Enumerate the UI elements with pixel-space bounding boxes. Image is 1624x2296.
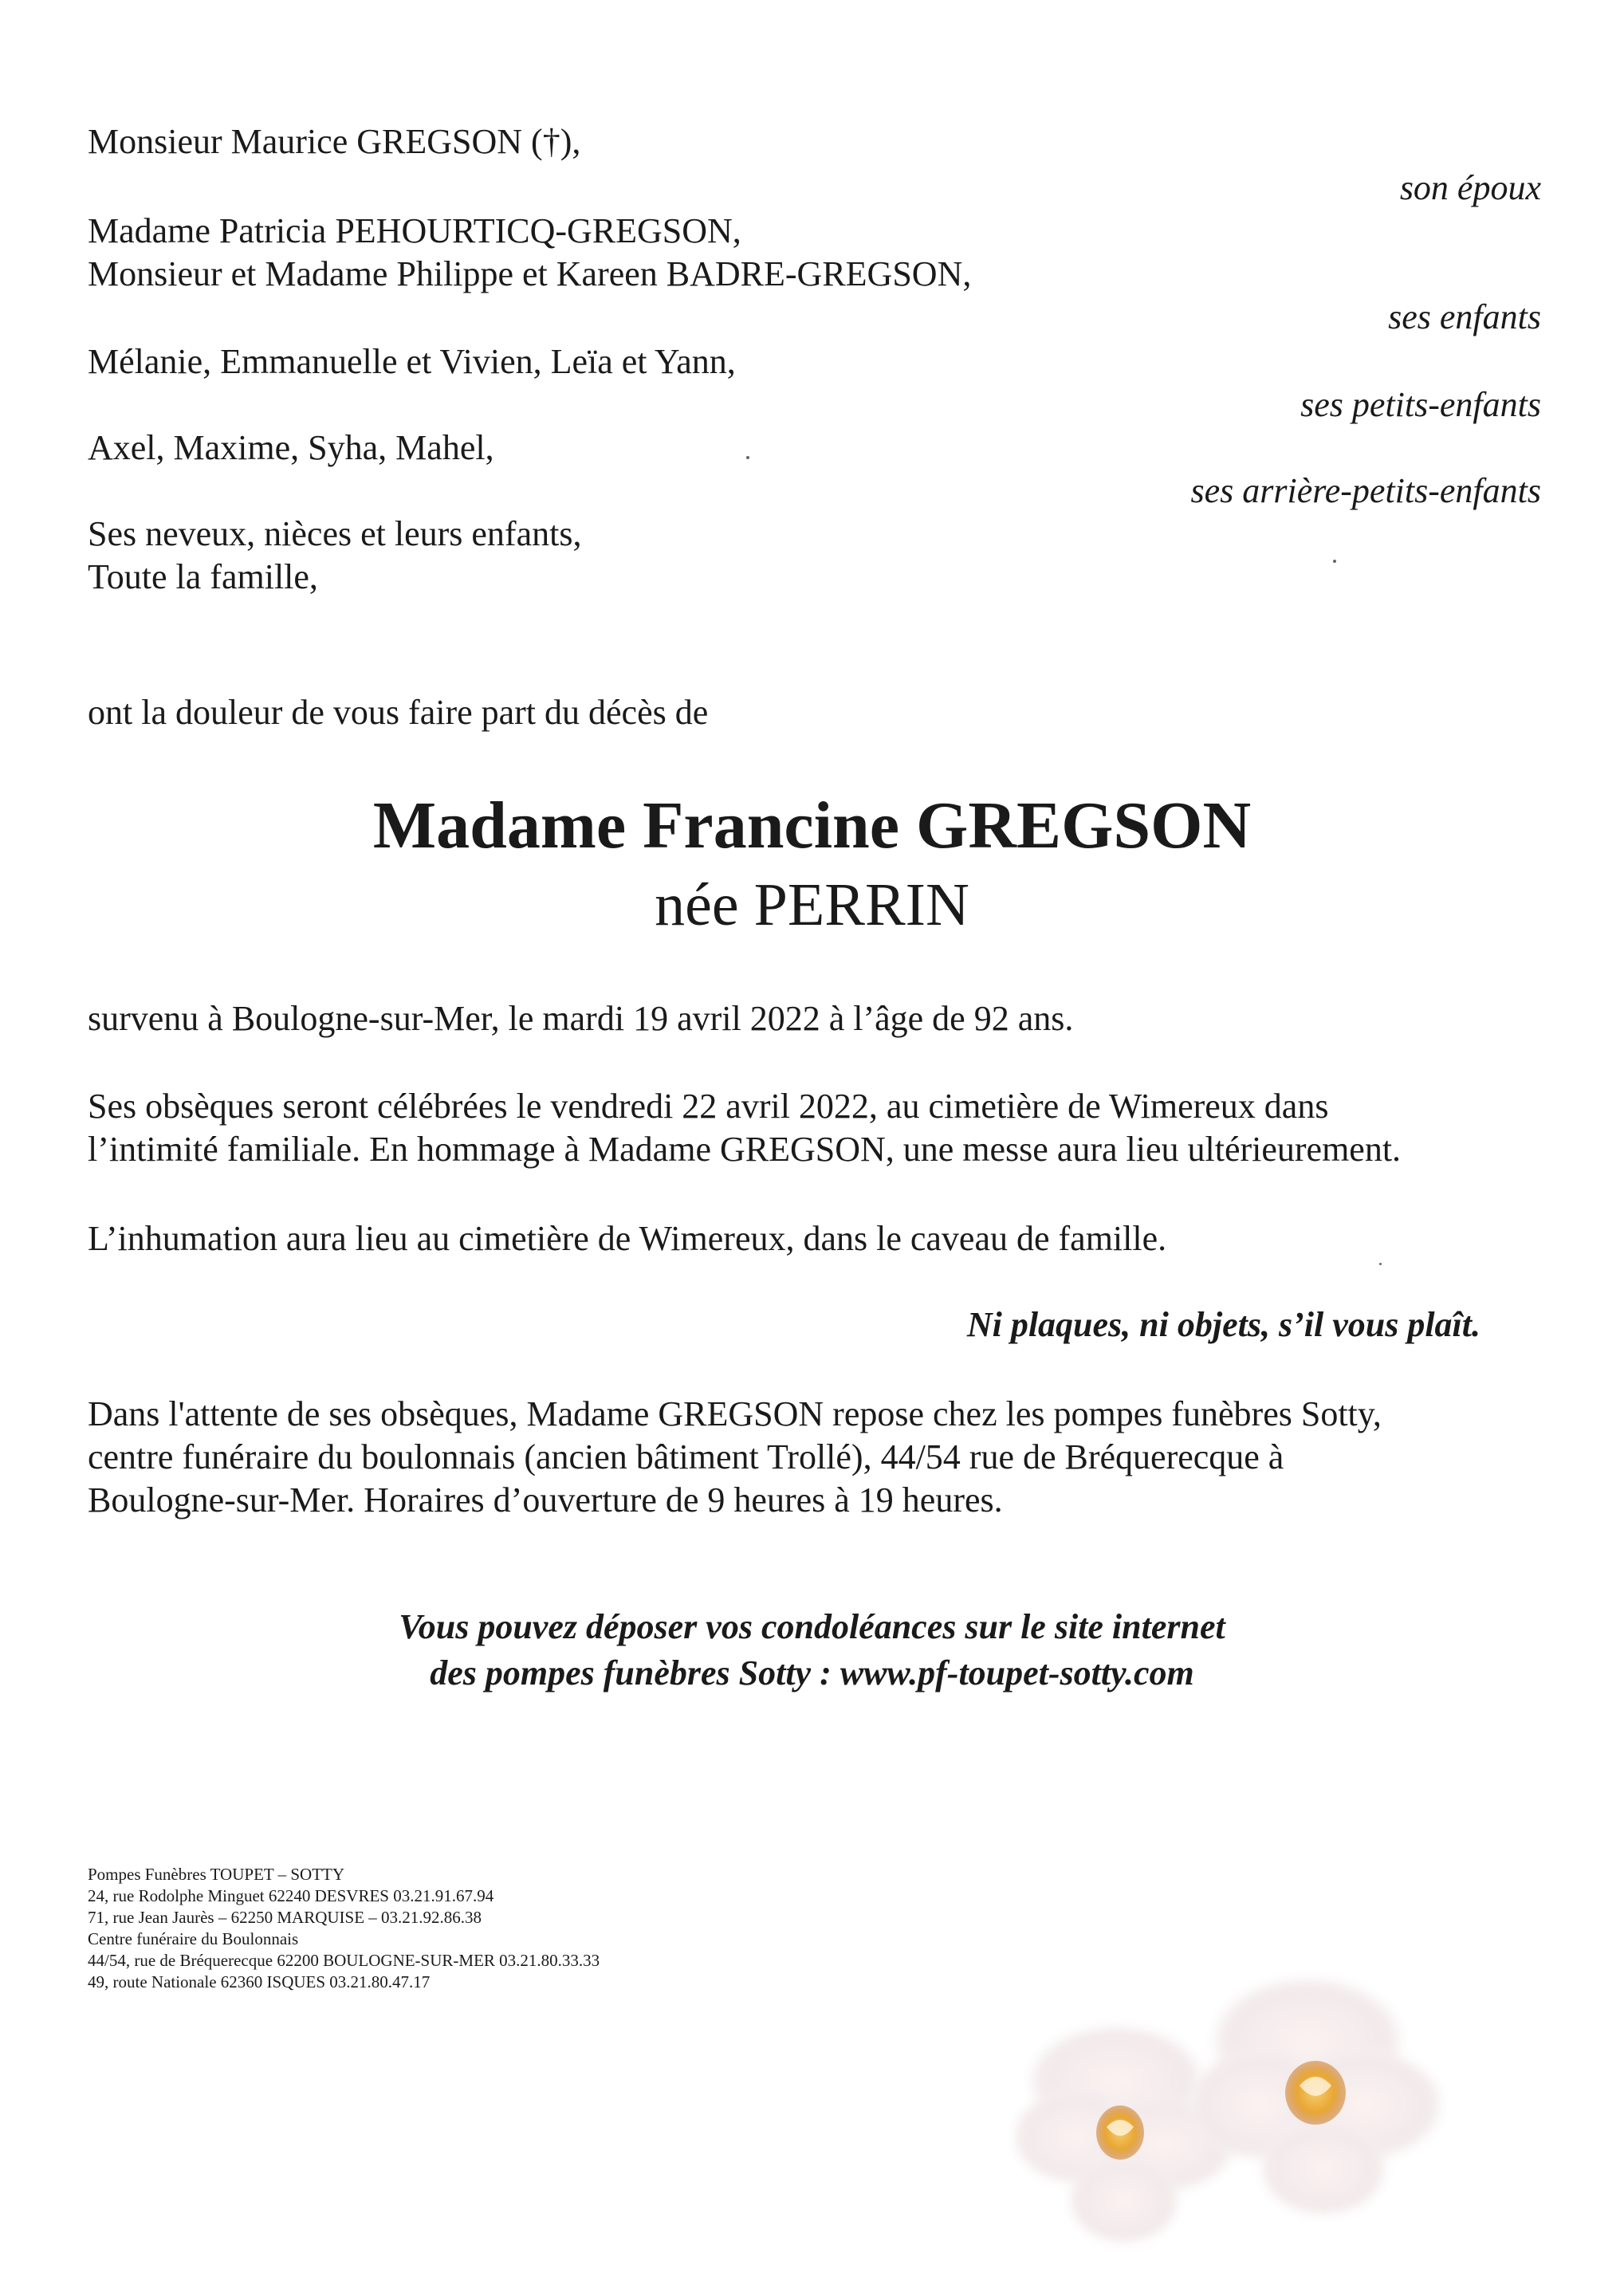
announcement-text: ont la douleur de vous faire part du décès de: [88, 693, 709, 732]
footer-line: 24, rue Rodolphe Minguet 62240 DESVRES 03.21.91.67.94: [88, 1886, 494, 1905]
speck: [1379, 1263, 1382, 1265]
footer-line: 49, route Nationale 62360 ISQUES 03.21.80.47.17: [88, 1972, 431, 1991]
family-spouse: Monsieur Maurice GREGSON (†),: [88, 122, 581, 161]
orchid-right-center: [1285, 2061, 1346, 2125]
family-great-grandchildren: Axel, Maxime, Syha, Mahel,: [88, 428, 494, 467]
deceased-name: Madame Francine GREGSON: [372, 788, 1252, 863]
footer-line: Centre funéraire du Boulonnais: [88, 1929, 299, 1948]
no-flowers-note: Ni plaques, ni objets, s’il vous plaît.: [966, 1305, 1480, 1344]
family-child-1: Madame Patricia PEHOURTICQ-GREGSON,: [88, 211, 741, 250]
death-details: survenu à Boulogne-sur-Mer, le mardi 19 avril 2022 à l’âge de 92 ans.: [88, 999, 1074, 1038]
footer-line: 71, rue Jean Jaurès – 62250 MARQUISE – 03.21.92.86.38: [88, 1908, 482, 1927]
relation-spouse: son époux: [1399, 168, 1541, 207]
family-child-2: Monsieur et Madame Philippe et Kareen BADRE-GREGSON,: [88, 254, 972, 293]
funeral-details-1: Ses obsèques seront célébrées le vendredi 22 avril 2022, au cimetière de Wimereux dans: [88, 1087, 1329, 1126]
deceased-maiden-name: née PERRIN: [655, 871, 969, 938]
funeral-details-2: l’intimité familiale. En hommage à Madame GREGSON, une messe aura lieu ultérieurement.: [88, 1130, 1402, 1169]
footer-line: 44/54, rue de Bréquerecque 62200 BOULOGNE-SUR-MER 03.21.80.33.33: [88, 1951, 600, 1970]
condolences-line-1: Vous pouvez déposer vos condoléances sur le site internet: [399, 1607, 1225, 1646]
family-nephews: Ses neveux, nièces et leurs enfants,: [88, 514, 582, 553]
relation-great-grandchildren: ses arrière-petits-enfants: [1190, 471, 1541, 510]
orchid-flowers-image: [957, 1913, 1610, 2280]
family-all: Toute la famille,: [88, 557, 318, 596]
footer-line: Pompes Funèbres TOUPET – SOTTY: [88, 1865, 345, 1884]
orchid-left-center: [1096, 2105, 1144, 2160]
burial-details: L’inhumation aura lieu au cimetière de Wimereux, dans le caveau de famille.: [88, 1219, 1167, 1258]
condolences-line-2: des pompes funèbres Sotty : www.pf-toupet-sotty.com: [430, 1653, 1194, 1693]
rest-details-2: centre funéraire du boulonnais (ancien bâtiment Trollé), 44/54 rue de Bréquerecque à: [88, 1437, 1284, 1476]
speck: [746, 456, 749, 459]
rest-details-3: Boulogne-sur-Mer. Horaires d’ouverture de 9 heures à 19 heures.: [88, 1480, 1003, 1520]
rest-details-1: Dans l'attente de ses obsèques, Madame GREGSON repose chez les pompes funèbres Sotty,: [88, 1394, 1382, 1433]
relation-grandchildren: ses petits-enfants: [1300, 385, 1541, 424]
family-grandchildren: Mélanie, Emmanuelle et Vivien, Leïa et Yann,: [88, 342, 736, 381]
relation-children: ses enfants: [1388, 297, 1541, 336]
speck: [1333, 560, 1336, 563]
